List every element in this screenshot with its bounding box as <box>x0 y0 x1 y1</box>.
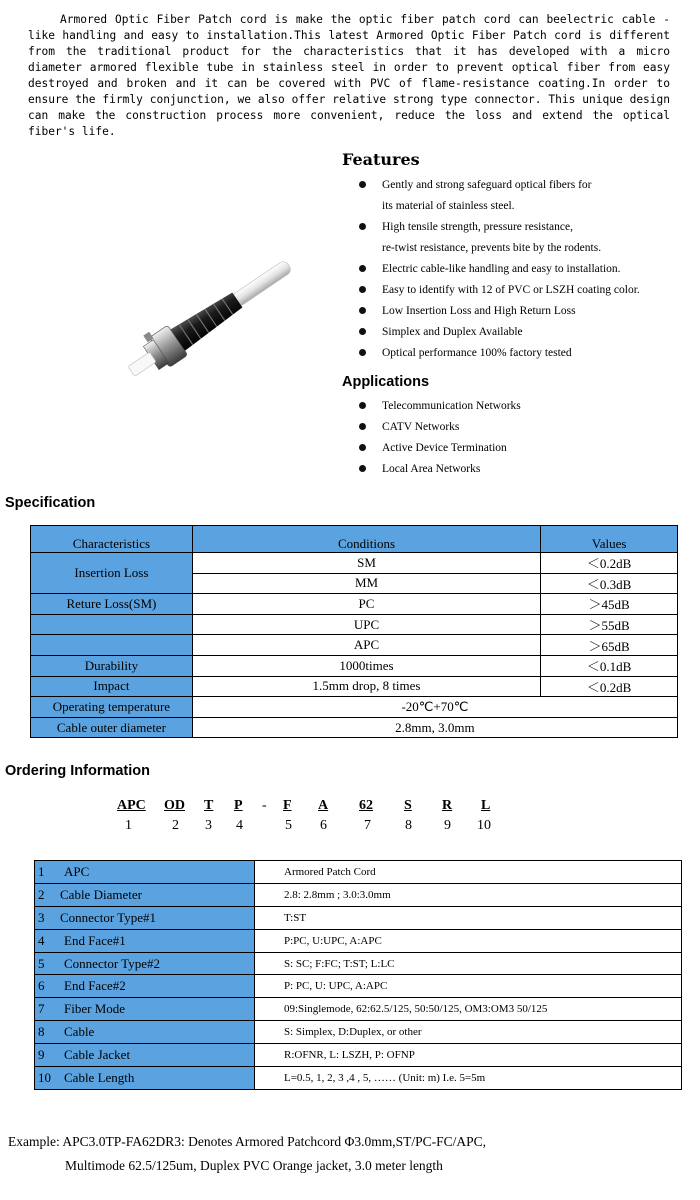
row-label: APC <box>64 863 90 879</box>
intro-paragraph: Armored Optic Fiber Patch cord is make the optic fiber patch cord can beelectric cable -like handling and easy to installation.This latest Armored Optic Fiber Patch cord is different from the traditional product for the characteristics that it has developed with a micro diameter armored flexible tube in stainless steel in order to prevent optical fiber from easy destroyed and broken and it can be covered with PVC of flame-resistance coating.In order to ensure the firmly conjunction, we also offer relative strong type connector. This unique design can make the construction process more convenient, reduce the loss and extend the optical fiber's life. <box>28 13 670 138</box>
application-item: Local Area Networks <box>356 459 521 480</box>
value-apc: ＞65dB <box>541 635 678 656</box>
code-letter: S <box>404 798 412 813</box>
spec-row <box>31 717 678 738</box>
durability-condition: 1000times <box>192 655 540 676</box>
feature-item: Electric cable-like handling and easy to installation. <box>356 259 640 280</box>
condition-apc: APC <box>192 635 540 656</box>
code-letter: L <box>481 798 491 813</box>
value-upc: ＞55dB <box>541 614 678 635</box>
code-number: 7 <box>364 818 371 833</box>
code-number: 10 <box>477 818 491 833</box>
row-value: S: Simplex, D:Duplex, or other <box>255 1021 682 1044</box>
spec-row <box>31 697 678 718</box>
ordering-row <box>35 998 682 1021</box>
code-letter: OD <box>164 798 185 813</box>
code-letter: R <box>442 798 453 813</box>
ordering-code <box>0 798 700 838</box>
feature-item: Easy to identify with 12 of PVC or LSZH coating color. <box>356 280 640 301</box>
spec-row <box>31 655 678 676</box>
applications-heading: Applications <box>342 374 430 390</box>
code-number: 5 <box>285 818 292 833</box>
row-value: P:PC, U:UPC, A:APC <box>255 929 682 952</box>
code-letter: T <box>204 798 214 813</box>
row-value: 09:Singlemode, 62:62.5/125, 50:50/125, OM3:OM3 50/125 <box>255 998 682 1021</box>
return-loss-label: Reture Loss(SM) <box>31 594 193 615</box>
code-number: 3 <box>205 818 212 833</box>
operating-temperature-value: -20℃+70℃ <box>192 697 677 718</box>
spec-row <box>31 553 678 574</box>
durability-label: Durability <box>31 655 193 676</box>
row-value: L=0.5, 1, 2, 3 ,4 , 5, …… (Unit: m) I.e. 5=5m <box>255 1067 682 1090</box>
ordering-row <box>35 1021 682 1044</box>
row-label: Connector Type#1 <box>60 909 156 925</box>
example-line-1: Example: APC3.0TP-FA62DR3: Denotes Armored Patchcord Φ3.0mm,ST/PC-FC/APC, <box>8 1134 486 1149</box>
code-letter: A <box>318 798 329 813</box>
code-number: 1 <box>125 818 132 833</box>
feature-item: Gently and strong safeguard optical fibers for its material of stainless steel. <box>356 175 640 217</box>
spec-header-row <box>31 526 678 553</box>
example-section <box>8 1130 486 1178</box>
features-heading: Features <box>342 150 420 169</box>
row-label: Fiber Mode <box>64 1001 126 1017</box>
applications-list <box>356 396 521 480</box>
row-number: 7 <box>38 1001 45 1017</box>
durability-value: ＜0.1dB <box>541 655 678 676</box>
ordering-row <box>35 1044 682 1067</box>
row-number: 9 <box>38 1047 45 1063</box>
code-letter: P <box>234 798 243 813</box>
code-letter: F <box>283 798 292 813</box>
value-sm: ＜0.2dB <box>541 553 678 574</box>
row-number: 1 <box>38 863 45 879</box>
feature-item: Optical performance 100% factory tested <box>356 343 640 364</box>
impact-value: ＜0.2dB <box>541 676 678 697</box>
feature-item: Low Insertion Loss and High Return Loss <box>356 301 640 322</box>
header-values: Values <box>541 526 678 553</box>
empty-label-cell <box>31 635 193 656</box>
ordering-row <box>35 861 682 884</box>
example-line-2: Multimode 62.5/125um, Duplex PVC Orange jacket, 3.0 meter length <box>65 1158 443 1173</box>
insertion-loss-label: Insertion Loss <box>31 553 193 594</box>
intro-section <box>28 12 670 140</box>
row-value: 2.8: 2.8mm ; 3.0:3.0mm <box>255 883 682 906</box>
row-value: P: PC, U: UPC, A:APC <box>255 975 682 998</box>
code-number: 6 <box>320 818 327 833</box>
ordering-row <box>35 906 682 929</box>
spec-row <box>31 635 678 656</box>
cable-diameter-label: Cable outer diameter <box>31 717 193 738</box>
condition-pc: PC <box>192 594 540 615</box>
ordering-row <box>35 929 682 952</box>
application-item: Telecommunication Networks <box>356 396 521 417</box>
row-label: Connector Type#2 <box>64 955 160 971</box>
empty-label-cell <box>31 614 193 635</box>
code-number: 4 <box>236 818 243 833</box>
application-item: CATV Networks <box>356 417 521 438</box>
ordering-table <box>34 860 682 1090</box>
header-conditions: Conditions <box>192 526 540 553</box>
row-label: Cable Length <box>64 1069 135 1085</box>
code-dash: - <box>262 798 267 813</box>
application-item: Active Device Termination <box>356 438 521 459</box>
row-number: 8 <box>38 1024 45 1040</box>
ordering-row <box>35 952 682 975</box>
spec-row <box>31 594 678 615</box>
value-pc: ＞45dB <box>541 594 678 615</box>
operating-temperature-label: Operating temperature <box>31 697 193 718</box>
cable-diameter-value: 2.8mm, 3.0mm <box>192 717 677 738</box>
row-number: 4 <box>38 932 45 948</box>
feature-item: High tensile strength, pressure resistance, re-twist resistance, prevents bite by the rodents. <box>356 217 640 259</box>
spec-row <box>31 676 678 697</box>
code-number: 9 <box>444 818 451 833</box>
ordering-row <box>35 975 682 998</box>
value-mm: ＜0.3dB <box>541 573 678 594</box>
ordering-row <box>35 883 682 906</box>
row-number: 3 <box>38 909 45 925</box>
code-letter: 62 <box>359 798 373 813</box>
impact-condition: 1.5mm drop, 8 times <box>192 676 540 697</box>
row-label: Cable <box>64 1024 95 1040</box>
ordering-heading: Ordering Information <box>5 763 150 779</box>
features-list <box>356 175 640 364</box>
condition-mm: MM <box>192 573 540 594</box>
row-label: Cable Diameter <box>60 886 142 902</box>
spec-row <box>31 614 678 635</box>
patch-cord-image <box>110 240 320 390</box>
row-value: R:OFNR, L: LSZH, P: OFNP <box>255 1044 682 1067</box>
ordering-row <box>35 1067 682 1090</box>
row-number: 10 <box>38 1069 51 1085</box>
row-value: T:ST <box>255 906 682 929</box>
condition-upc: UPC <box>192 614 540 635</box>
specification-heading: Specification <box>5 495 96 511</box>
row-value: S: SC; F:FC; T:ST; L:LC <box>255 952 682 975</box>
impact-label: Impact <box>31 676 193 697</box>
row-number: 2 <box>38 886 45 902</box>
code-number: 8 <box>405 818 412 833</box>
row-label: Cable Jacket <box>64 1047 131 1063</box>
row-number: 6 <box>38 978 45 994</box>
code-number: 2 <box>172 818 179 833</box>
specification-table <box>30 525 678 738</box>
condition-sm: SM <box>192 553 540 574</box>
code-letter: APC <box>117 798 146 813</box>
header-characteristics: Characteristics <box>31 526 193 553</box>
row-label: End Face#1 <box>64 932 126 948</box>
row-label: End Face#2 <box>64 978 126 994</box>
feature-item: Simplex and Duplex Available <box>356 322 640 343</box>
row-number: 5 <box>38 955 45 971</box>
row-value: Armored Patch Cord <box>255 861 682 884</box>
